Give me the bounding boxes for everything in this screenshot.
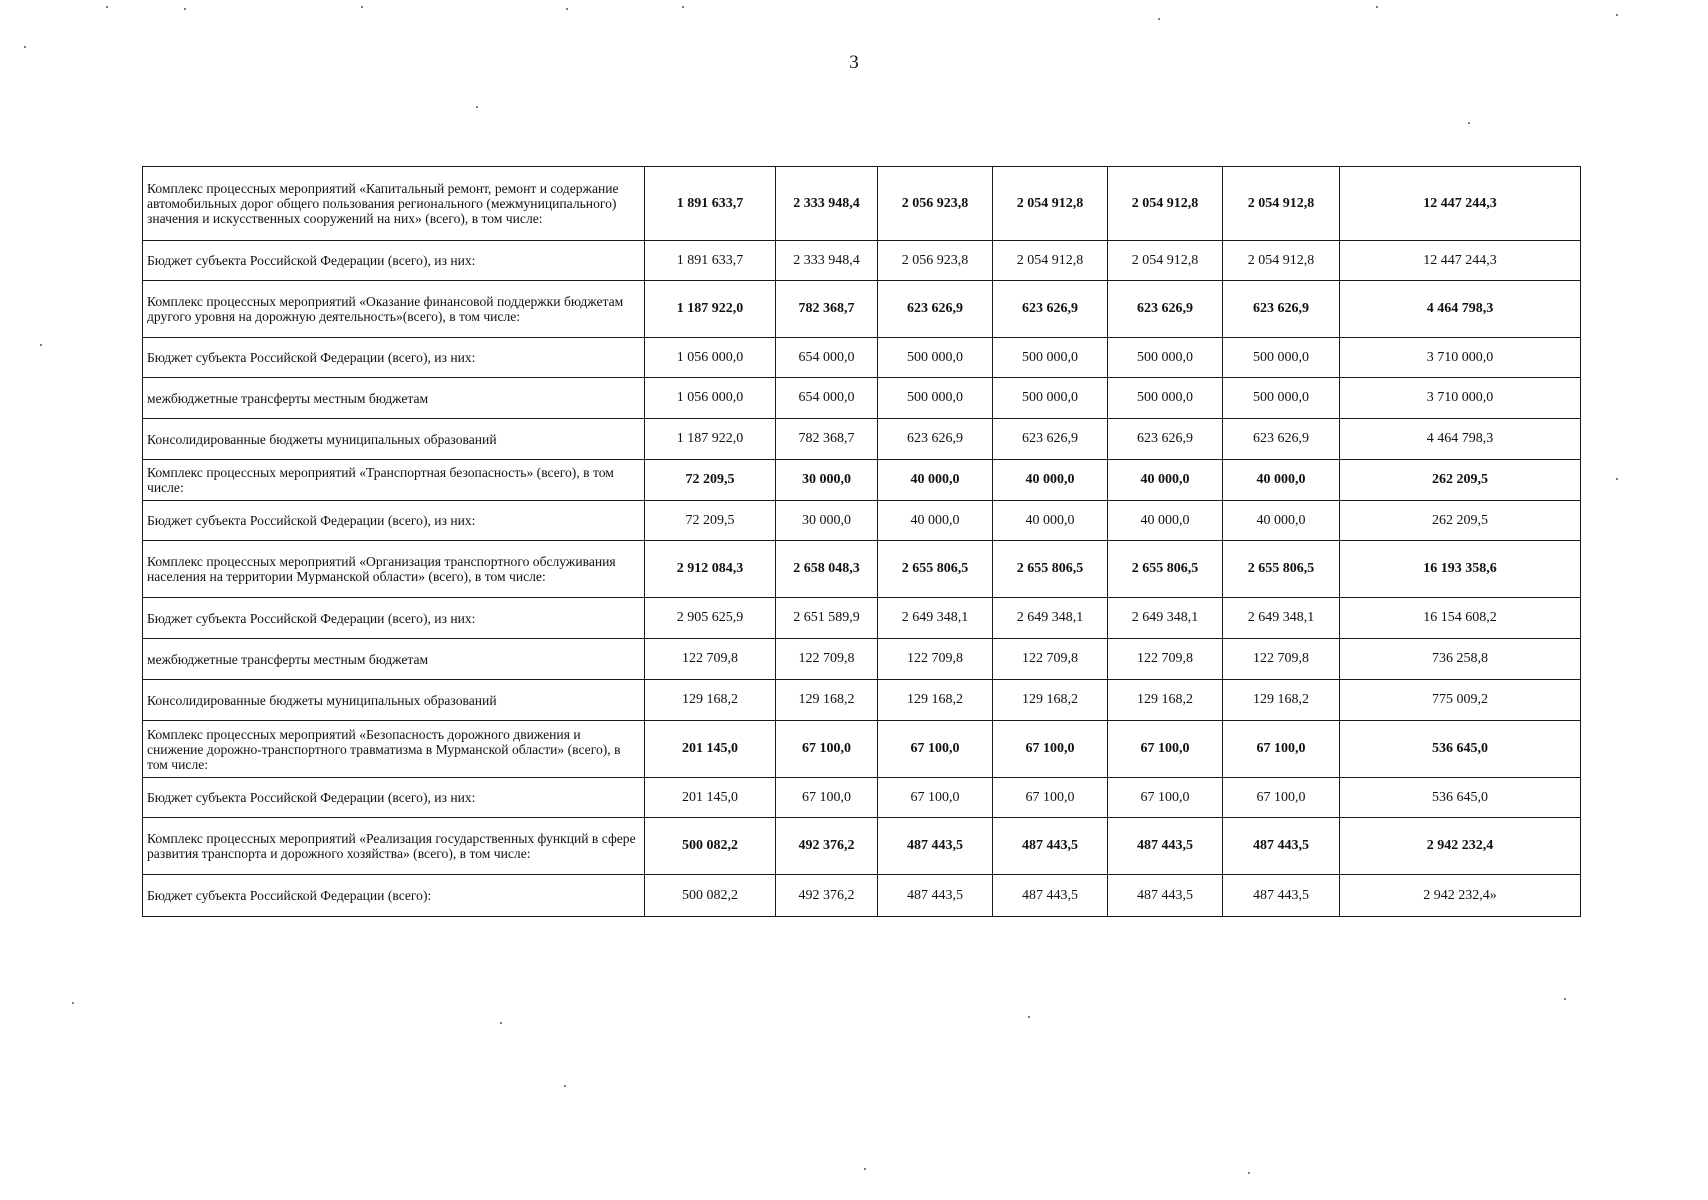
value-cell: 40 000,0	[1223, 460, 1340, 501]
value-cell: 40 000,0	[1108, 501, 1223, 541]
value-cell: 623 626,9	[1108, 281, 1223, 338]
row-label: Бюджет субъекта Российской Федерации (всего), из них:	[143, 338, 645, 378]
value-cell: 129 168,2	[1108, 680, 1223, 721]
row-label: Комплекс процессных мероприятий «Реализация государственных функций в сфере развития транспорта и дорожного хозяйства» (всего), в том числе:	[143, 818, 645, 875]
scan-speck	[682, 6, 684, 8]
value-cell: 623 626,9	[1223, 281, 1340, 338]
row-total-cell: 736 258,8	[1340, 639, 1581, 680]
scan-speck	[40, 344, 42, 346]
row-total-cell: 4 464 798,3	[1340, 281, 1581, 338]
row-total-cell: 16 193 358,6	[1340, 541, 1581, 598]
value-cell: 487 443,5	[993, 875, 1108, 917]
row-label: межбюджетные трансферты местным бюджетам	[143, 639, 645, 680]
value-cell: 2 655 806,5	[993, 541, 1108, 598]
row-total-cell: 536 645,0	[1340, 778, 1581, 818]
value-cell: 40 000,0	[878, 460, 993, 501]
row-label: Комплекс процессных мероприятий «Безопасность дорожного движения и снижение дорожно-транспортного травматизма в Мурманской области» (всего), в том числе:	[143, 721, 645, 778]
scan-speck	[72, 1002, 74, 1004]
value-cell: 67 100,0	[1108, 778, 1223, 818]
value-cell: 40 000,0	[1223, 501, 1340, 541]
value-cell: 2 056 923,8	[878, 167, 993, 241]
table-body	[143, 167, 1581, 917]
table-row	[143, 167, 1581, 241]
value-cell: 40 000,0	[1108, 460, 1223, 501]
scan-speck	[566, 8, 568, 10]
scan-speck	[1468, 122, 1470, 124]
budget-table	[142, 166, 1581, 917]
scan-speck	[1028, 1016, 1030, 1018]
scan-speck	[1248, 1172, 1250, 1174]
value-cell: 67 100,0	[878, 721, 993, 778]
scan-speck	[24, 46, 26, 48]
value-cell: 2 649 348,1	[1108, 598, 1223, 639]
row-total-cell: 12 447 244,3	[1340, 167, 1581, 241]
scan-speck	[564, 1085, 566, 1087]
scan-speck	[500, 1022, 502, 1024]
value-cell: 500 000,0	[993, 338, 1108, 378]
value-cell: 500 082,2	[645, 818, 776, 875]
value-cell: 67 100,0	[776, 721, 878, 778]
row-label: межбюджетные трансферты местным бюджетам	[143, 378, 645, 419]
table-row	[143, 541, 1581, 598]
row-total-cell: 262 209,5	[1340, 501, 1581, 541]
value-cell: 487 443,5	[1223, 818, 1340, 875]
row-total-cell: 3 710 000,0	[1340, 378, 1581, 419]
value-cell: 654 000,0	[776, 378, 878, 419]
value-cell: 129 168,2	[1223, 680, 1340, 721]
table-row	[143, 778, 1581, 818]
value-cell: 492 376,2	[776, 818, 878, 875]
value-cell: 500 000,0	[878, 378, 993, 419]
table-row	[143, 680, 1581, 721]
value-cell: 201 145,0	[645, 721, 776, 778]
value-cell: 500 000,0	[1108, 378, 1223, 419]
value-cell: 2 054 912,8	[1108, 241, 1223, 281]
value-cell: 2 054 912,8	[1108, 167, 1223, 241]
row-label: Консолидированные бюджеты муниципальных образований	[143, 419, 645, 460]
value-cell: 1 187 922,0	[645, 281, 776, 338]
value-cell: 487 443,5	[878, 875, 993, 917]
value-cell: 2 912 084,3	[645, 541, 776, 598]
value-cell: 654 000,0	[776, 338, 878, 378]
table-row	[143, 460, 1581, 501]
value-cell: 67 100,0	[878, 778, 993, 818]
value-cell: 2 056 923,8	[878, 241, 993, 281]
value-cell: 782 368,7	[776, 281, 878, 338]
value-cell: 500 000,0	[993, 378, 1108, 419]
value-cell: 623 626,9	[993, 419, 1108, 460]
page-number: 3	[849, 52, 859, 73]
row-total-cell: 2 942 232,4	[1340, 818, 1581, 875]
value-cell: 500 000,0	[1223, 338, 1340, 378]
value-cell: 1 187 922,0	[645, 419, 776, 460]
table-row	[143, 501, 1581, 541]
value-cell: 67 100,0	[1223, 721, 1340, 778]
value-cell: 67 100,0	[776, 778, 878, 818]
value-cell: 67 100,0	[993, 778, 1108, 818]
table-row	[143, 639, 1581, 680]
value-cell: 122 709,8	[645, 639, 776, 680]
value-cell: 2 655 806,5	[1108, 541, 1223, 598]
scan-speck	[1376, 6, 1378, 8]
scan-speck	[1616, 14, 1618, 16]
value-cell: 2 655 806,5	[1223, 541, 1340, 598]
scan-speck	[476, 106, 478, 108]
value-cell: 129 168,2	[645, 680, 776, 721]
value-cell: 623 626,9	[993, 281, 1108, 338]
table-row	[143, 281, 1581, 338]
value-cell: 2 651 589,9	[776, 598, 878, 639]
value-cell: 122 709,8	[878, 639, 993, 680]
scan-speck	[1158, 18, 1160, 20]
row-label: Комплекс процессных мероприятий «Организация транспортного обслуживания населения на территории Мурманской области» (всего), в том числе:	[143, 541, 645, 598]
row-total-cell: 4 464 798,3	[1340, 419, 1581, 460]
row-total-cell: 775 009,2	[1340, 680, 1581, 721]
value-cell: 30 000,0	[776, 501, 878, 541]
value-cell: 30 000,0	[776, 460, 878, 501]
scan-speck	[106, 6, 108, 8]
value-cell: 72 209,5	[645, 501, 776, 541]
value-cell: 487 443,5	[1108, 875, 1223, 917]
value-cell: 487 443,5	[1223, 875, 1340, 917]
scan-speck	[1564, 998, 1566, 1000]
value-cell: 1 891 633,7	[645, 167, 776, 241]
value-cell: 2 905 625,9	[645, 598, 776, 639]
scan-speck	[184, 8, 186, 10]
value-cell: 2 054 912,8	[993, 241, 1108, 281]
value-cell: 1 056 000,0	[645, 338, 776, 378]
value-cell: 500 000,0	[1223, 378, 1340, 419]
value-cell: 2 054 912,8	[1223, 241, 1340, 281]
value-cell: 1 056 000,0	[645, 378, 776, 419]
table-row	[143, 419, 1581, 460]
scan-speck	[1616, 478, 1618, 480]
table-row	[143, 598, 1581, 639]
value-cell: 122 709,8	[1108, 639, 1223, 680]
scan-speck	[361, 6, 363, 8]
table-row	[143, 721, 1581, 778]
value-cell: 67 100,0	[1108, 721, 1223, 778]
value-cell: 67 100,0	[993, 721, 1108, 778]
value-cell: 40 000,0	[878, 501, 993, 541]
value-cell: 1 891 633,7	[645, 241, 776, 281]
row-label: Бюджет субъекта Российской Федерации (всего), из них:	[143, 598, 645, 639]
value-cell: 129 168,2	[776, 680, 878, 721]
value-cell: 487 443,5	[878, 818, 993, 875]
table-row	[143, 241, 1581, 281]
value-cell: 2 333 948,4	[776, 241, 878, 281]
row-label: Бюджет субъекта Российской Федерации (всего):	[143, 875, 645, 917]
value-cell: 492 376,2	[776, 875, 878, 917]
value-cell: 201 145,0	[645, 778, 776, 818]
row-total-cell: 12 447 244,3	[1340, 241, 1581, 281]
table-row	[143, 818, 1581, 875]
value-cell: 623 626,9	[878, 419, 993, 460]
value-cell: 782 368,7	[776, 419, 878, 460]
value-cell: 122 709,8	[776, 639, 878, 680]
scan-speck	[864, 1168, 866, 1170]
value-cell: 129 168,2	[878, 680, 993, 721]
row-label: Бюджет субъекта Российской Федерации (всего), из них:	[143, 501, 645, 541]
value-cell: 487 443,5	[1108, 818, 1223, 875]
value-cell: 500 000,0	[1108, 338, 1223, 378]
value-cell: 2 054 912,8	[993, 167, 1108, 241]
value-cell: 2 649 348,1	[878, 598, 993, 639]
value-cell: 2 649 348,1	[993, 598, 1108, 639]
row-label: Комплекс процессных мероприятий «Оказание финансовой поддержки бюджетам другого уровня на дорожную деятельность»(всего), в том числе:	[143, 281, 645, 338]
value-cell: 2 054 912,8	[1223, 167, 1340, 241]
value-cell: 487 443,5	[993, 818, 1108, 875]
row-total-cell: 262 209,5	[1340, 460, 1581, 501]
value-cell: 623 626,9	[878, 281, 993, 338]
value-cell: 500 000,0	[878, 338, 993, 378]
value-cell: 623 626,9	[1108, 419, 1223, 460]
value-cell: 40 000,0	[993, 460, 1108, 501]
value-cell: 122 709,8	[1223, 639, 1340, 680]
value-cell: 72 209,5	[645, 460, 776, 501]
row-label: Комплекс процессных мероприятий «Транспортная безопасность» (всего), в том числе:	[143, 460, 645, 501]
row-total-cell: 16 154 608,2	[1340, 598, 1581, 639]
row-total-cell: 2 942 232,4»	[1340, 875, 1581, 917]
value-cell: 67 100,0	[1223, 778, 1340, 818]
row-label: Консолидированные бюджеты муниципальных образований	[143, 680, 645, 721]
table-row	[143, 378, 1581, 419]
row-label: Комплекс процессных мероприятий «Капитальный ремонт, ремонт и содержание автомобильных дорог общего пользования регионального (межмуниципального) значения и искусственных сооружений на них» (всего), в том числе:	[143, 167, 645, 241]
table-row	[143, 338, 1581, 378]
value-cell: 40 000,0	[993, 501, 1108, 541]
value-cell: 2 658 048,3	[776, 541, 878, 598]
value-cell: 623 626,9	[1223, 419, 1340, 460]
value-cell: 2 649 348,1	[1223, 598, 1340, 639]
value-cell: 2 333 948,4	[776, 167, 878, 241]
table-row	[143, 875, 1581, 917]
value-cell: 2 655 806,5	[878, 541, 993, 598]
row-total-cell: 536 645,0	[1340, 721, 1581, 778]
value-cell: 129 168,2	[993, 680, 1108, 721]
row-total-cell: 3 710 000,0	[1340, 338, 1581, 378]
value-cell: 122 709,8	[993, 639, 1108, 680]
value-cell: 500 082,2	[645, 875, 776, 917]
row-label: Бюджет субъекта Российской Федерации (всего), из них:	[143, 778, 645, 818]
row-label: Бюджет субъекта Российской Федерации (всего), из них:	[143, 241, 645, 281]
